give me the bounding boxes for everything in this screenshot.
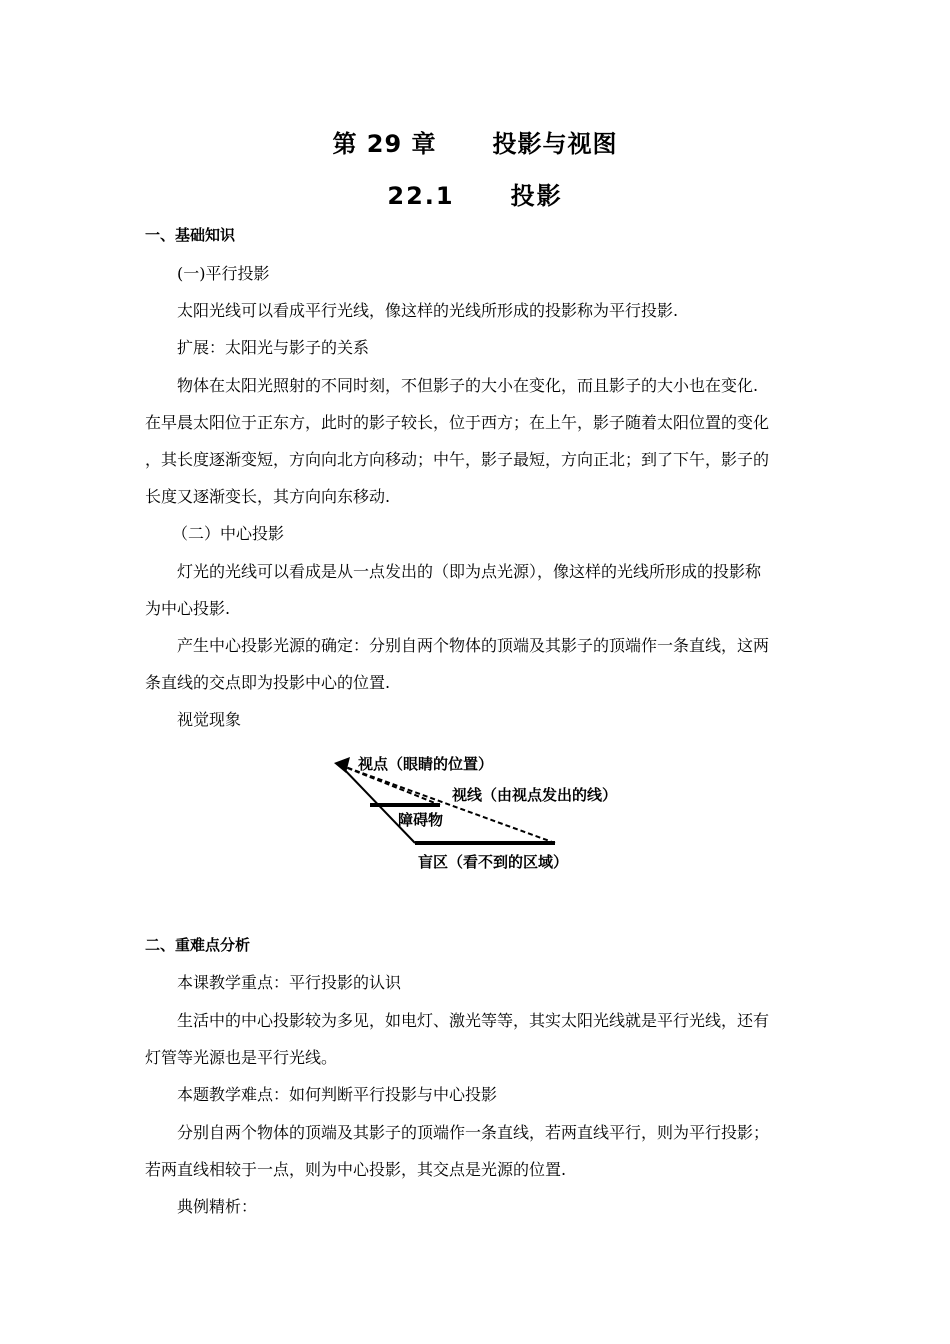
section-name: 投影 (510, 182, 563, 210)
visual-diagram (330, 745, 650, 880)
paragraph-judgement-line1: 分别自两个物体的顶端及其影子的顶端作一条直线，若两直线平行，则为平行投影； (177, 1123, 770, 1142)
subheading-central-projection: （二）中心投影 (172, 524, 285, 543)
paragraph-examples-line1: 生活中的中心投影较为多见，如电灯、激光等等，其实太阳光线就是平行光线，还有 (177, 1011, 770, 1030)
paragraph-examples-line2: 灯管等光源也是平行光线。 (145, 1048, 338, 1067)
visual-phenomenon-label: 视觉现象 (177, 710, 242, 729)
teaching-key-point: 本课教学重点：平行投影的认识 (177, 973, 402, 992)
heading-basic-knowledge: 一、基础知识 (145, 226, 236, 244)
chapter-number: 第 29 章 (332, 130, 437, 158)
paragraph-parallel-definition: 太阳光线可以看成平行光线，像这样的光线所形成的投影称为平行投影. (177, 301, 679, 320)
section-title (0, 176, 950, 211)
label-viewpoint: 视点（眼睛的位置） (358, 755, 494, 773)
label-obstacle: 障碍物 (398, 811, 444, 829)
chapter-name: 投影与视图 (492, 130, 618, 158)
section-number: 22.1 (387, 182, 455, 210)
heading-key-difficult-points: 二、重难点分析 (145, 936, 251, 954)
paragraph-sun-shadow-line1: 物体在太阳光照射的不同时刻，不但影子的大小在变化，而且影子的大小也在变化. (177, 376, 759, 395)
paragraph-judgement-line2: 若两直线相较于一点，则为中心投影，其交点是光源的位置. (145, 1160, 567, 1179)
paragraph-sun-shadow-line3: ，其长度逐渐变短，方向向北方向移动；中午，影子最短，方向正北；到了下午，影子的 (145, 450, 770, 469)
teaching-difficulty: 本题教学难点：如何判断平行投影与中心投影 (177, 1085, 498, 1104)
subheading-parallel-projection: (一)平行投影 (177, 264, 270, 283)
extension-label: 扩展：太阳光与影子的关系 (177, 338, 370, 357)
examples-analysis-label: 典例精析： (177, 1197, 258, 1216)
label-blind-zone: 盲区（看不到的区域） (418, 853, 569, 871)
paragraph-central-definition-line1: 灯光的光线可以看成是从一点发出的（即为点光源），像这样的光线所形成的投影称 (177, 562, 762, 581)
paragraph-light-source-line1: 产生中心投影光源的确定：分别自两个物体的顶端及其影子的顶端作一条直线，这两 (177, 636, 770, 655)
paragraph-light-source-line2: 条直线的交点即为投影中心的位置. (145, 673, 391, 692)
paragraph-central-definition-line2: 为中心投影. (145, 599, 231, 618)
paragraph-sun-shadow-line4: 长度又逐渐变长，其方向向东移动. (145, 487, 391, 506)
chapter-title (0, 124, 950, 159)
label-sightline: 视线（由视点发出的线） (452, 786, 618, 804)
paragraph-sun-shadow-line2: 在早晨太阳位于正东方，此时的影子较长，位于西方；在上午，影子随着太阳位置的变化 (145, 413, 770, 432)
